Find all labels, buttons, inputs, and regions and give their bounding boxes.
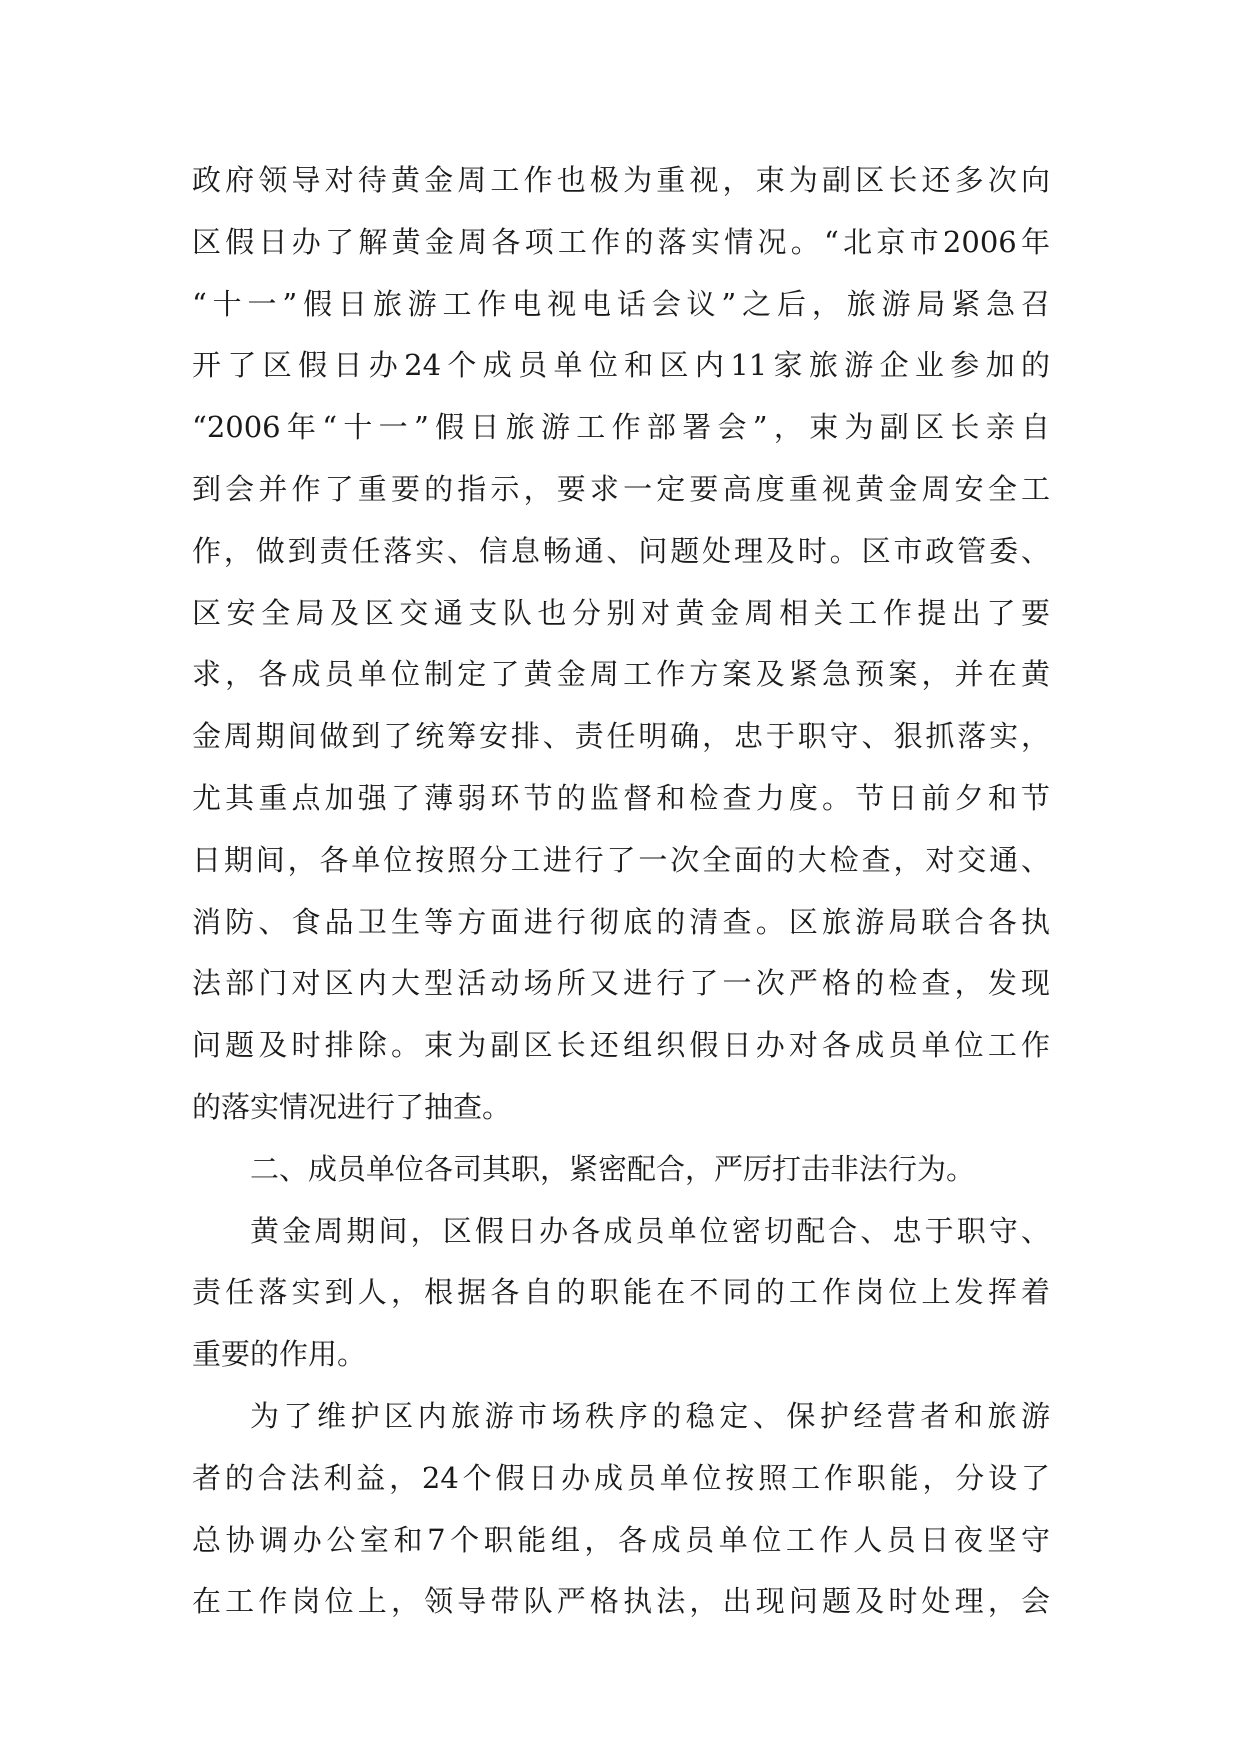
- text-line: 开了区假日办24个成员单位和区内11家旅游企业参加的: [192, 348, 1050, 383]
- body-text: [192, 150, 1050, 1633]
- text-line: 尤其重点加强了薄弱环节的监督和检查力度。节日前夕和节: [192, 780, 1050, 815]
- text-line: “十一”假日旅游工作电视电话会议”之后，旅游局紧急召: [192, 286, 1050, 321]
- section-heading: 二、成员单位各司其职，紧密配合，严厉打击非法行为。: [250, 1151, 976, 1186]
- text-line: 黄金周期间，区假日办各成员单位密切配合、忠于职守、: [250, 1213, 1050, 1248]
- text-line: 区假日办了解黄金周各项工作的落实情况。“北京市2006年: [192, 224, 1050, 259]
- text-line: 日期间，各单位按照分工进行了一次全面的大检查，对交通、: [192, 842, 1050, 877]
- text-line: 政府领导对待黄金周工作也极为重视，束为副区长还多次向: [192, 163, 1050, 197]
- text-line: 的落实情况进行了抽查。: [192, 1089, 512, 1124]
- text-line: 者的合法利益，24个假日办成员单位按照工作职能，分设了: [192, 1460, 1050, 1495]
- text-line: 重要的作用。: [192, 1337, 367, 1372]
- text-line: 消防、食品卫生等方面进行彻底的清查。区旅游局联合各执: [192, 904, 1050, 939]
- text-line: “2006年“十一”假日旅游工作部署会”，束为副区长亲自: [192, 410, 1050, 445]
- text-line: 区安全局及区交通支队也分别对黄金周相关工作提出了要: [192, 595, 1050, 630]
- text-line: 到会并作了重要的指示，要求一定要高度重视黄金周安全工: [192, 471, 1050, 506]
- text-line: 求，各成员单位制定了黄金周工作方案及紧急预案，并在黄: [192, 657, 1050, 692]
- text-line: 法部门对区内大型活动场所又进行了一次严格的检查，发现: [192, 966, 1050, 1001]
- text-line: 问题及时排除。束为副区长还组织假日办对各成员单位工作: [192, 1028, 1050, 1063]
- text-line: 责任落实到人，根据各自的职能在不同的工作岗位上发挥着: [192, 1275, 1050, 1310]
- text-line: 总协调办公室和7个职能组，各成员单位工作人员日夜坚守: [192, 1522, 1050, 1557]
- text-line: 金周期间做到了统筹安排、责任明确，忠于职守、狠抓落实，: [192, 719, 1050, 754]
- text-line: 作，做到责任落实、信息畅通、问题处理及时。区市政管委、: [192, 533, 1050, 568]
- text-line: 为了维护区内旅游市场秩序的稳定、保护经营者和旅游: [250, 1398, 1050, 1433]
- text-line: 在工作岗位上，领导带队严格执法，出现问题及时处理，会: [192, 1584, 1050, 1619]
